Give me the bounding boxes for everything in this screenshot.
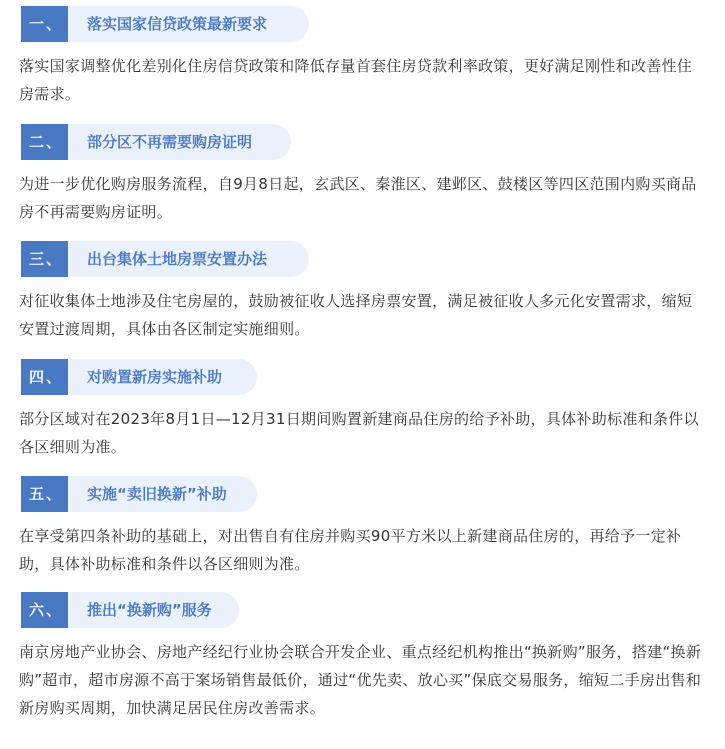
section-3	[0, 241, 725, 343]
section-text: 部分区域对在2023年8月1日—12月31日期间购置新建商品住房的给予补助，具体补助标准和条件以各区细则为准。	[19, 410, 699, 456]
section-text: 为进一步优化购房服务流程，自9月8日起，玄武区、秦淮区、建邺区、鼓楼区等四区范围内购买商品房不再需要购房证明。	[19, 175, 697, 221]
section-header	[21, 124, 725, 160]
section-title: 部分区不再需要购房证明	[87, 133, 253, 151]
section-text: 在享受第四条补助的基础上，对出售自有住房并购买90平方米以上新建商品住房的，再给予一定补助，具体补助标准和条件以各区细则为准。	[19, 527, 682, 573]
section-number: 六、	[21, 592, 68, 628]
section-header	[21, 592, 725, 628]
section-title: 对购置新房实施补助	[87, 368, 223, 386]
section-number: 一、	[21, 6, 68, 42]
section-header	[21, 241, 725, 277]
section-title: 出台集体土地房票安置办法	[87, 250, 268, 268]
section-6	[0, 592, 725, 722]
section-title: 推出“换新购”服务	[87, 601, 212, 619]
section-number: 二、	[21, 124, 68, 160]
section-title: 落实国家信贷政策最新要求	[87, 15, 268, 33]
section-text: 落实国家调整优化差别化住房信贷政策和降低存量首套住房贷款利率政策，更好满足刚性和改善性住房需求。	[19, 57, 693, 103]
section-number: 五、	[21, 476, 68, 512]
section-number: 四、	[21, 359, 68, 395]
section-text: 对征收集体土地涉及住宅房屋的，鼓励被征收人选择房票安置，满足被征收人多元化安置需求，缩短安置过渡周期，具体由各区制定实施细则。	[19, 292, 693, 338]
section-2	[0, 124, 725, 226]
section-number: 三、	[21, 241, 68, 277]
section-title: 实施“卖旧换新”补助	[87, 485, 227, 503]
section-5	[0, 476, 725, 578]
section-4	[0, 359, 725, 461]
section-header	[21, 6, 725, 42]
section-1	[0, 6, 725, 108]
section-header	[21, 476, 725, 512]
section-text: 南京房地产业协会、房地产经纪行业协会联合开发企业、重点经纪机构推出“换新购”服务，搭建“换新购”超市，超市房源不高于案场销售最低价，通过“优先卖、放心买”保底交易服务，缩短二手房出售和新房购买周期，加快满足居民住房改善需求。	[19, 643, 702, 717]
section-header	[21, 359, 725, 395]
